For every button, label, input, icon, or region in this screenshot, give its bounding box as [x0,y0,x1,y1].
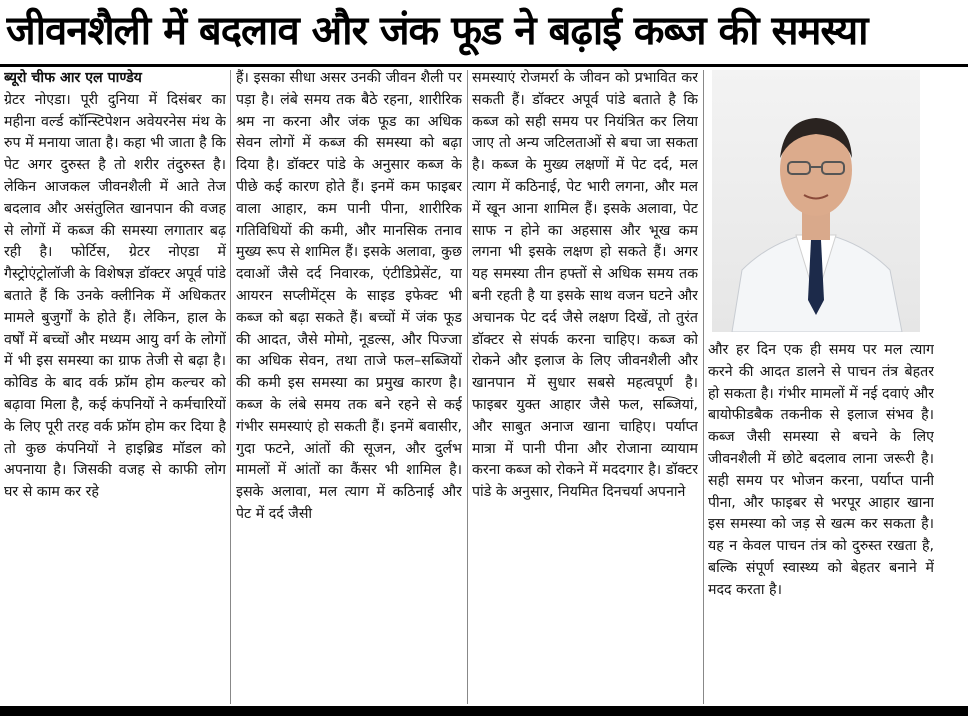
column-divider [467,70,468,704]
article-column-3 [472,68,698,704]
top-rule [0,64,968,67]
column-divider [703,70,704,704]
column-1-text: ग्रेटर नोएडा। पूरी दुनिया में दिसंबर का महीना वर्ल्ड कॉन्स्टिपेशन अवेयरनेस मंथ के रुप में मनाया जाता है। कहा भी जाता है कि पेट अगर दुरुस्त है तो शरीर तंदुरुस्त है। लेकिन आजकल जीवनशैली में आते तेज बदलाव और असंतुलित खानपान की वजह से लोगों में कब्ज की समस्या लगातार बढ़ रही है। फोर्टिस, ग्रेटर नोएडा में गैस्ट्रोएंट्रोलॉजी के विशेषज्ञ डॉक्टर अपूर्व पांडे बताते हैं कि उनके क्लीनिक में अधिकतर मामले बुजुर्गों के होते हैं। लेकिन, हाल के वर्षों में बच्चों और मध्यम आयु वर्ग के लोगों में भी इस समस्या का ग्राफ तेजी से बढ़ा है। कोविड के बाद वर्क फ्रॉम होम कल्चर को बढ़ावा मिला है, कई कंपनियों ने कर्मचारियों के लिए पूरी तरह वर्क फ्रॉम होम कर दिया है तो कुछ कंपनियों ने हाइब्रिड मॉडल को अपनाया है। जिसकी वजह से काफी लोग घर से काम कर रहे [4,91,226,501]
byline: ब्यूरो चीफ आर एल पाण्डेय [4,70,142,86]
column-divider [230,70,231,704]
doctor-photo [712,70,920,332]
column-2-text: हैं। इसका सीधा असर उनकी जीवन शैली पर पड़ा है। लंबे समय तक बैठे रहना, शारीरिक श्रम ना करना और जंक फूड का अधिक सेवन लोगों में कब्ज की समस्या को बढ़ा दिया है। डॉक्टर पांडे के अनुसार कब्ज के पीछे कई कारण होते हैं। इनमें कम फाइबर वाला आहार, कम पानी पीना, शारीरिक गतिविधियों की कमी, और मानसिक तनाव मुख्य रूप से शामिल हैं। इसके अलावा, कुछ दवाओं जैसे दर्द निवारक, एंटीडिप्रेसेंट, या आयरन सप्लीमेंट्स के साइड इफेक्ट भी कब्ज को बढ़ा सकते हैं। बच्चों में जंक फूड की आदत, जैसे मोमो, नूडल्स, और पिज्जा का अधिक सेवन, तथा ताजे फल–सब्जियों की कमी इस समस्या का प्रमुख कारण है। कब्ज के लंबे समय तक बने रहने से कई गंभीर समस्याएं हो सकती हैं। इनमें बवासीर, गुदा फटने, आंतों की सूजन, और दुर्लभ मामलों में आंतों का कैंसर भी शामिल है। इसके अलावा, मल त्याग में कठिनाई और पेट में दर्द जैसी [236,70,462,522]
article-column-2 [236,68,462,704]
article-column-4 [708,340,934,704]
column-4-text: और हर दिन एक ही समय पर मल त्याग करने की आदत डालने से पाचन तंत्र बेहतर हो सकता है। गंभीर मामलों में नई दवाएं और बायोफीडबैक तकनीक से इलाज संभव है। कब्ज जैसी समस्या से बचने के लिए जीवनशैली में छोटे बदलाव लाना जरूरी है। सही समय पर भोजन करना, पर्याप्त पानी पीना, और फाइबर से भरपूर आहार खाना इस समस्या को जड़ से खत्म कर सकता है। यह न केवल पाचन तंत्र को दुरुस्त रखता है, बल्कि संपूर्ण स्वास्थ्य को बेहतर बनाने में मदद करता है। [708,342,934,598]
bottom-rule [0,706,968,716]
column-3-text: समस्याएं रोजमर्रा के जीवन को प्रभावित कर सकती हैं। डॉक्टर अपूर्व पांडे बताते है कि कब्ज को सही समय पर नियंत्रित कर लिया जाए तो अन्य जटिलताओं से बचा जा सकता है। कब्ज के मुख्य लक्षणों में पेट दर्द, मल त्याग में कठिनाई, पेट भारी लगना, और मल में खून आना शामिल हैं। इसके अलावा, पेट साफ न होने का अहसास और भूख कम लगना भी इसके लक्षण हो सकते हैं। अगर यह समस्या तीन हफ्तों से अधिक समय तक बनी रहती है या इसके साथ वजन घटने और अचानक पेट दर्द जैसे लक्षण दिखें, तो तुरंत डॉक्टर से संपर्क करना चाहिए। कब्ज को रोकने और इलाज के लिए जीवनशैली और खानपान में सुधार सबसे महत्वपूर्ण है। फाइबर युक्त आहार जैसे फल, सब्जियां, और साबुत अनाज खाना चाहिए। पर्याप्त मात्रा में पानी पीना और रोजाना व्यायाम करना कब्ज को रोकने में मददगार है। डॉक्टर पांडे के अनुसार, नियमित दिनचर्या अपनाने [472,70,698,501]
article-column-1 [4,68,226,704]
doctor-portrait-icon [712,70,920,332]
headline: जीवनशैली में बदलाव और जंक फूड ने बढ़ाई कब्ज की समस्या [6,8,868,54]
